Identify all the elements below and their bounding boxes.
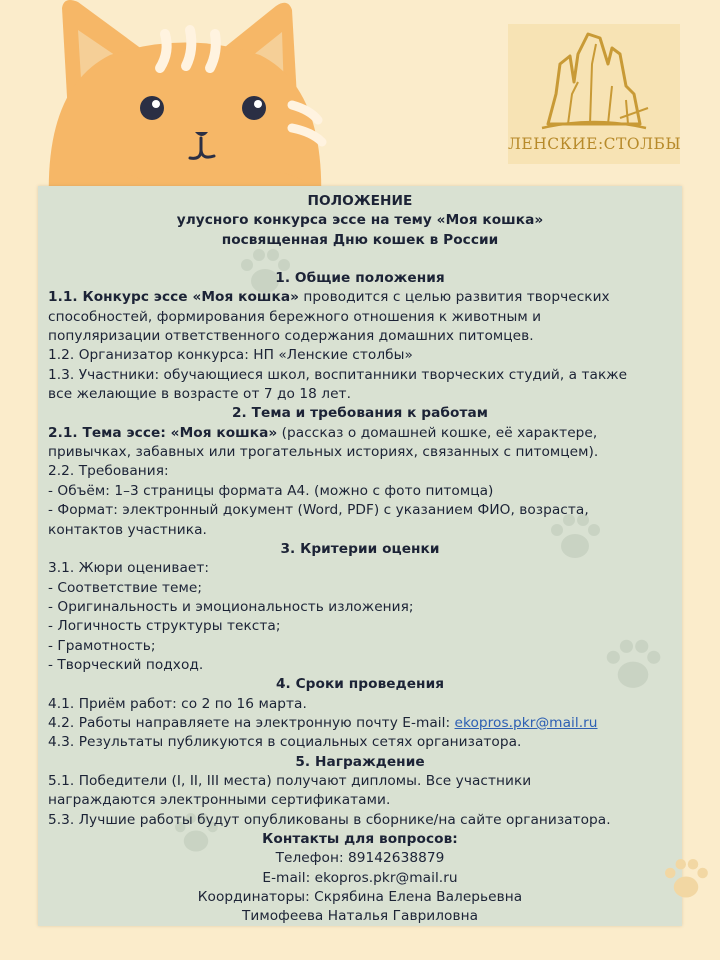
contact-email: E-mail: ekopros.pkr@mail.ru [262,869,458,886]
paragraph-line: контактов участника. [48,521,207,538]
logo-text: ЛЕНСКИЕ:СТОЛБЫ [508,135,682,153]
contact-phone: Телефон: 89142638879 [275,850,445,867]
contacts-heading: Контакты для вопросов: [262,831,458,847]
email-link[interactable]: ekopros.pkr@mail.ru [454,714,598,731]
contact-coordinator: Координаторы: Скрябина Елена Валерьевна [197,889,523,906]
paragraph-line: 2.2. Требования: [48,463,169,480]
paragraph-line: 5.3. Лучшие работы будут опубликованы в сборнике/на сайте организатора. [48,811,611,828]
contact-coordinator: Тимофеева Наталья Гавриловна [241,908,479,925]
paragraph-line: все желающие в возрасте от 7 до 18 лет. [48,386,351,403]
section-heading: 1. Общие положения [275,270,445,287]
paragraph-line: популяризации ответственного содержания домашних питомцев. [48,328,534,345]
paragraph-text: (рассказ о домашней кошке, её характере, [277,424,598,441]
doc-title: ПОЛОЖЕНИЕ [307,193,413,209]
section-heading: 4. Сроки проведения [275,676,445,693]
criteria-item: - Соответствие теме; [48,579,203,596]
section-heading: 3. Критерии оценки [280,540,440,557]
criteria-item: - Творческий подход. [48,656,204,673]
rock-pillars-icon [508,24,680,134]
paragraph-line: 1.3. Участники: обучающиеся школ, воспитанники творческих студий, а также [48,366,628,383]
paragraph-line [48,714,682,733]
paragraph-line: - Объём: 1–3 страницы формата А4. (можно с фото питомца) [48,482,494,499]
section-heading: 2. Тема и требования к работам [231,405,489,422]
criteria-item: - Грамотность; [48,637,156,654]
paragraph-bold: 2.1. Тема эссе: «Моя кошка» [48,424,278,441]
paragraph-text: 4.2. Работы направляете на электронную почту E-mail: [48,714,455,731]
paragraph-line: 3.1. Жюри оценивает: [48,560,210,577]
paragraph-line: награждаются электронными сертификатами. [48,792,391,809]
paragraph-line [48,424,682,443]
paragraph-line: - Формат: электронный документ (Word, PDF) с указанием ФИО, возраста, [48,502,589,519]
paragraph-bold: 1.1. Конкурс эссе «Моя кошка» [48,289,300,306]
paragraph-line: 1.2. Организатор конкурса: НП «Ленские столбы» [48,347,413,364]
document-card [38,186,682,926]
paragraph-line [48,288,682,307]
paragraph-line: привычках, забавных или трогательных историях, связанных с питомцем). [48,444,599,461]
section-heading: 5. Награждение [295,753,425,770]
paragraph-line: способностей, формирования бережного отношения к животным и [48,308,542,325]
lenskie-stolby-logo [508,24,680,164]
doc-subtitle-2: посвященная Дню кошек в России [221,231,499,248]
paragraph-line: 4.1. Приём работ: со 2 по 16 марта. [48,695,307,712]
criteria-item: - Логичность структуры текста; [48,618,281,635]
paragraph-line: 4.3. Результаты публикуются в социальных сетях организатора. [48,734,522,751]
regulation-text [38,186,682,926]
doc-subtitle: улусного конкурса эссе на тему «Моя кошка» [176,212,544,229]
criteria-item: - Оригинальность и эмоциональность изложения; [48,598,414,615]
paragraph-text: проводится с целью развития творческих [299,289,610,306]
paragraph-line: 5.1. Победители (I, II, III места) получают дипломы. Все участники [48,772,532,789]
